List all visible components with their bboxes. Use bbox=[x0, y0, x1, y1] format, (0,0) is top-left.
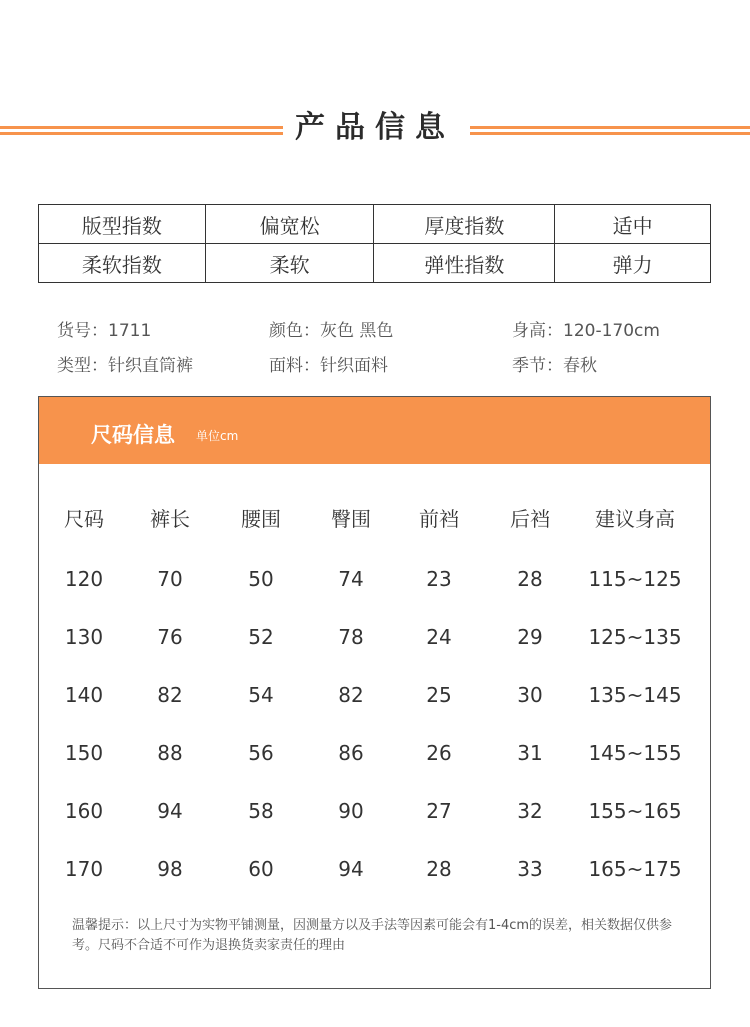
size-chart-note: 温馨提示：以上尺寸为实物平铺测量，因测量方以及手法等因素可能会有1-4cm的误差，相关数据仅供参考。尺码不合适不可作为退换货卖家责任的理由 bbox=[72, 918, 673, 953]
size-cell: 98 bbox=[157, 857, 183, 881]
info-season: 季节：春秋 bbox=[512, 356, 597, 376]
size-cell: 25 bbox=[426, 683, 452, 707]
size-cell: 165~175 bbox=[588, 857, 682, 881]
column-header: 后裆 bbox=[510, 507, 550, 531]
attribute-row bbox=[39, 205, 711, 244]
size-cell: 130 bbox=[64, 625, 104, 649]
size-cell: 115~125 bbox=[588, 567, 682, 591]
attribute-value: 适中 bbox=[555, 205, 711, 244]
size-row bbox=[39, 733, 710, 773]
column-header: 前裆 bbox=[419, 507, 459, 531]
size-cell: 24 bbox=[426, 625, 452, 649]
size-cell: 78 bbox=[338, 625, 364, 649]
size-cell: 90 bbox=[338, 799, 364, 823]
size-cell: 28 bbox=[517, 567, 543, 591]
attribute-value: 柔软 bbox=[205, 244, 374, 283]
info-height: 身高：120-170cm bbox=[512, 321, 660, 341]
size-row bbox=[39, 675, 710, 715]
attribute-value: 弹力 bbox=[555, 244, 711, 283]
info-fabric: 面料：针织面料 bbox=[269, 356, 388, 376]
attribute-label: 厚度指数 bbox=[374, 205, 555, 244]
size-cell: 145~155 bbox=[588, 741, 682, 765]
size-cell: 140 bbox=[64, 683, 104, 707]
size-cell: 60 bbox=[248, 857, 274, 881]
size-cell: 170 bbox=[64, 857, 104, 881]
info-item-no: 货号：1711 bbox=[57, 321, 152, 341]
size-cell: 135~145 bbox=[588, 683, 682, 707]
size-cell: 120 bbox=[64, 567, 104, 591]
size-cell: 82 bbox=[338, 683, 364, 707]
size-row bbox=[39, 559, 710, 599]
page-title: 产品信息 bbox=[295, 110, 455, 145]
size-chart-header bbox=[39, 397, 710, 464]
size-cell: 74 bbox=[338, 567, 364, 591]
attribute-label: 版型指数 bbox=[39, 205, 206, 244]
size-chart-panel bbox=[38, 396, 711, 989]
info-type: 类型：针织直筒裤 bbox=[57, 356, 193, 376]
size-cell: 33 bbox=[517, 857, 543, 881]
size-cell: 125~135 bbox=[588, 625, 682, 649]
size-cell: 26 bbox=[426, 741, 452, 765]
size-cell: 54 bbox=[248, 683, 274, 707]
size-cell: 76 bbox=[157, 625, 183, 649]
column-header: 尺码 bbox=[64, 507, 104, 531]
size-cell: 155~165 bbox=[588, 799, 682, 823]
size-cell: 52 bbox=[248, 625, 274, 649]
size-cell: 94 bbox=[338, 857, 364, 881]
column-header: 腰围 bbox=[241, 507, 281, 531]
attribute-table bbox=[38, 204, 711, 283]
size-cell: 86 bbox=[338, 741, 364, 765]
size-cell: 70 bbox=[157, 567, 183, 591]
size-cell: 82 bbox=[157, 683, 183, 707]
size-cell: 56 bbox=[248, 741, 274, 765]
size-chart-unit: 单位cm bbox=[196, 429, 239, 443]
size-cell: 88 bbox=[157, 741, 183, 765]
size-row bbox=[39, 849, 710, 889]
size-cell: 31 bbox=[517, 741, 543, 765]
size-cell: 50 bbox=[248, 567, 274, 591]
size-cell: 23 bbox=[426, 567, 452, 591]
attribute-row bbox=[39, 244, 711, 283]
size-row bbox=[39, 791, 710, 831]
attribute-label: 弹性指数 bbox=[374, 244, 555, 283]
size-cell: 32 bbox=[517, 799, 543, 823]
size-cell: 28 bbox=[426, 857, 452, 881]
size-cell: 160 bbox=[64, 799, 104, 823]
attribute-value: 偏宽松 bbox=[205, 205, 374, 244]
size-table-header-row bbox=[39, 499, 710, 539]
info-color: 颜色：灰色 黑色 bbox=[269, 321, 394, 341]
size-chart-title: 尺码信息 bbox=[91, 423, 175, 447]
size-cell: 30 bbox=[517, 683, 543, 707]
column-header: 建议身高 bbox=[595, 507, 675, 531]
attribute-label: 柔软指数 bbox=[39, 244, 206, 283]
column-header: 裤长 bbox=[150, 507, 190, 531]
size-cell: 150 bbox=[64, 741, 104, 765]
size-row bbox=[39, 617, 710, 657]
size-cell: 94 bbox=[157, 799, 183, 823]
size-cell: 27 bbox=[426, 799, 452, 823]
column-header: 臀围 bbox=[331, 507, 371, 531]
size-cell: 58 bbox=[248, 799, 274, 823]
size-cell: 29 bbox=[517, 625, 543, 649]
